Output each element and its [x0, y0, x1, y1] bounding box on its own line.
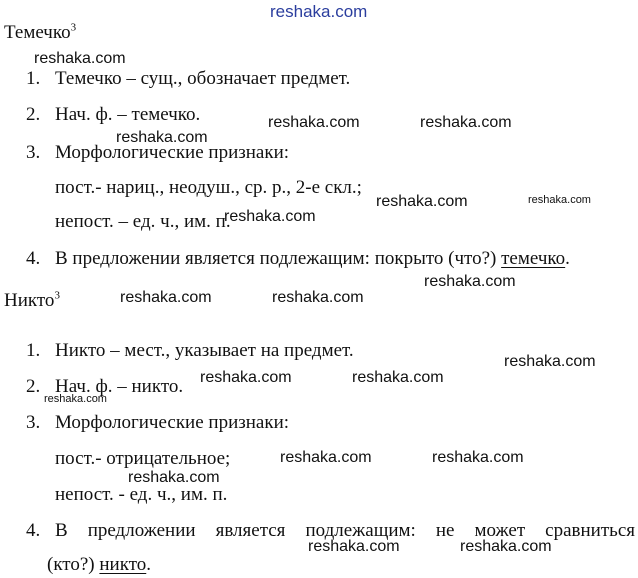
sentence-text: (кто?) — [47, 554, 100, 575]
sentence-text: В предложении является подлежащим: покрыто (что?) — [55, 248, 502, 269]
list-item: Морфологические признаки: — [55, 412, 290, 433]
entry-title-nikto — [4, 290, 60, 312]
watermark: reshaka.com — [272, 289, 364, 306]
watermark: reshaka.com — [128, 469, 220, 486]
watermark: reshaka.com — [280, 449, 372, 466]
watermark: reshaka.com — [352, 369, 444, 386]
list-item: Нач. ф. – никто. — [55, 376, 184, 397]
entry-title-text: Темечко — [4, 22, 71, 43]
entry-title-temechko — [4, 22, 76, 44]
entry-title-superscript: 3 — [54, 289, 60, 302]
list-number: 4. — [26, 520, 41, 541]
sentence-continuation — [47, 554, 151, 576]
constant-features: пост.- отрицательное; — [55, 448, 231, 469]
watermark: reshaka.com — [308, 538, 400, 555]
list-number: 1. — [26, 340, 41, 361]
watermark: reshaka.com — [200, 369, 292, 386]
list-item: Морфологические признаки: — [55, 142, 290, 163]
watermark: reshaka.com — [420, 114, 512, 131]
list-item: Темечко – сущ., обозначает предмет. — [55, 68, 351, 89]
list-item: Нач. ф. – темечко. — [55, 104, 201, 125]
sentence-end: . — [565, 248, 570, 269]
watermark: reshaka.com — [376, 193, 468, 210]
list-number: 3. — [26, 142, 41, 163]
watermark: reshaka.com — [268, 114, 360, 131]
watermark: reshaka.com — [116, 129, 208, 146]
underlined-word: темечко — [501, 248, 566, 269]
list-item: Никто – мест., указывает на предмет. — [55, 340, 354, 361]
watermark: reshaka.com — [460, 538, 552, 555]
list-number: 2. — [26, 376, 41, 397]
watermark: reshaka.com — [44, 393, 107, 405]
watermark: reshaka.com — [424, 273, 516, 290]
entry-title-text: Никто — [4, 290, 55, 311]
list-number: 1. — [26, 68, 41, 89]
constant-features: пост.- нариц., неодуш., ср. р., 2-е скл.; — [55, 177, 362, 198]
watermark: reshaka.com — [224, 208, 316, 225]
watermark: reshaka.com — [528, 194, 591, 206]
watermark: reshaka.com — [504, 353, 596, 370]
list-number: 3. — [26, 412, 41, 433]
list-item-sentence-role: В предложении является подлежащим: не может сравниться — [55, 520, 635, 541]
variable-features: непост. – ед. ч., им. п. — [55, 211, 231, 232]
sentence-end: . — [146, 554, 151, 575]
watermark: reshaka.com — [432, 449, 524, 466]
list-item-sentence-role — [55, 248, 570, 270]
underlined-word: никто — [99, 554, 147, 575]
entry-title-superscript: 3 — [70, 21, 77, 34]
variable-features: непост. - ед. ч., им. п. — [55, 484, 228, 505]
list-number: 4. — [26, 248, 41, 269]
watermark-top: reshaka.com — [270, 2, 368, 21]
watermark: reshaka.com — [34, 50, 126, 67]
watermark: reshaka.com — [120, 289, 212, 306]
list-number: 2. — [26, 104, 41, 125]
